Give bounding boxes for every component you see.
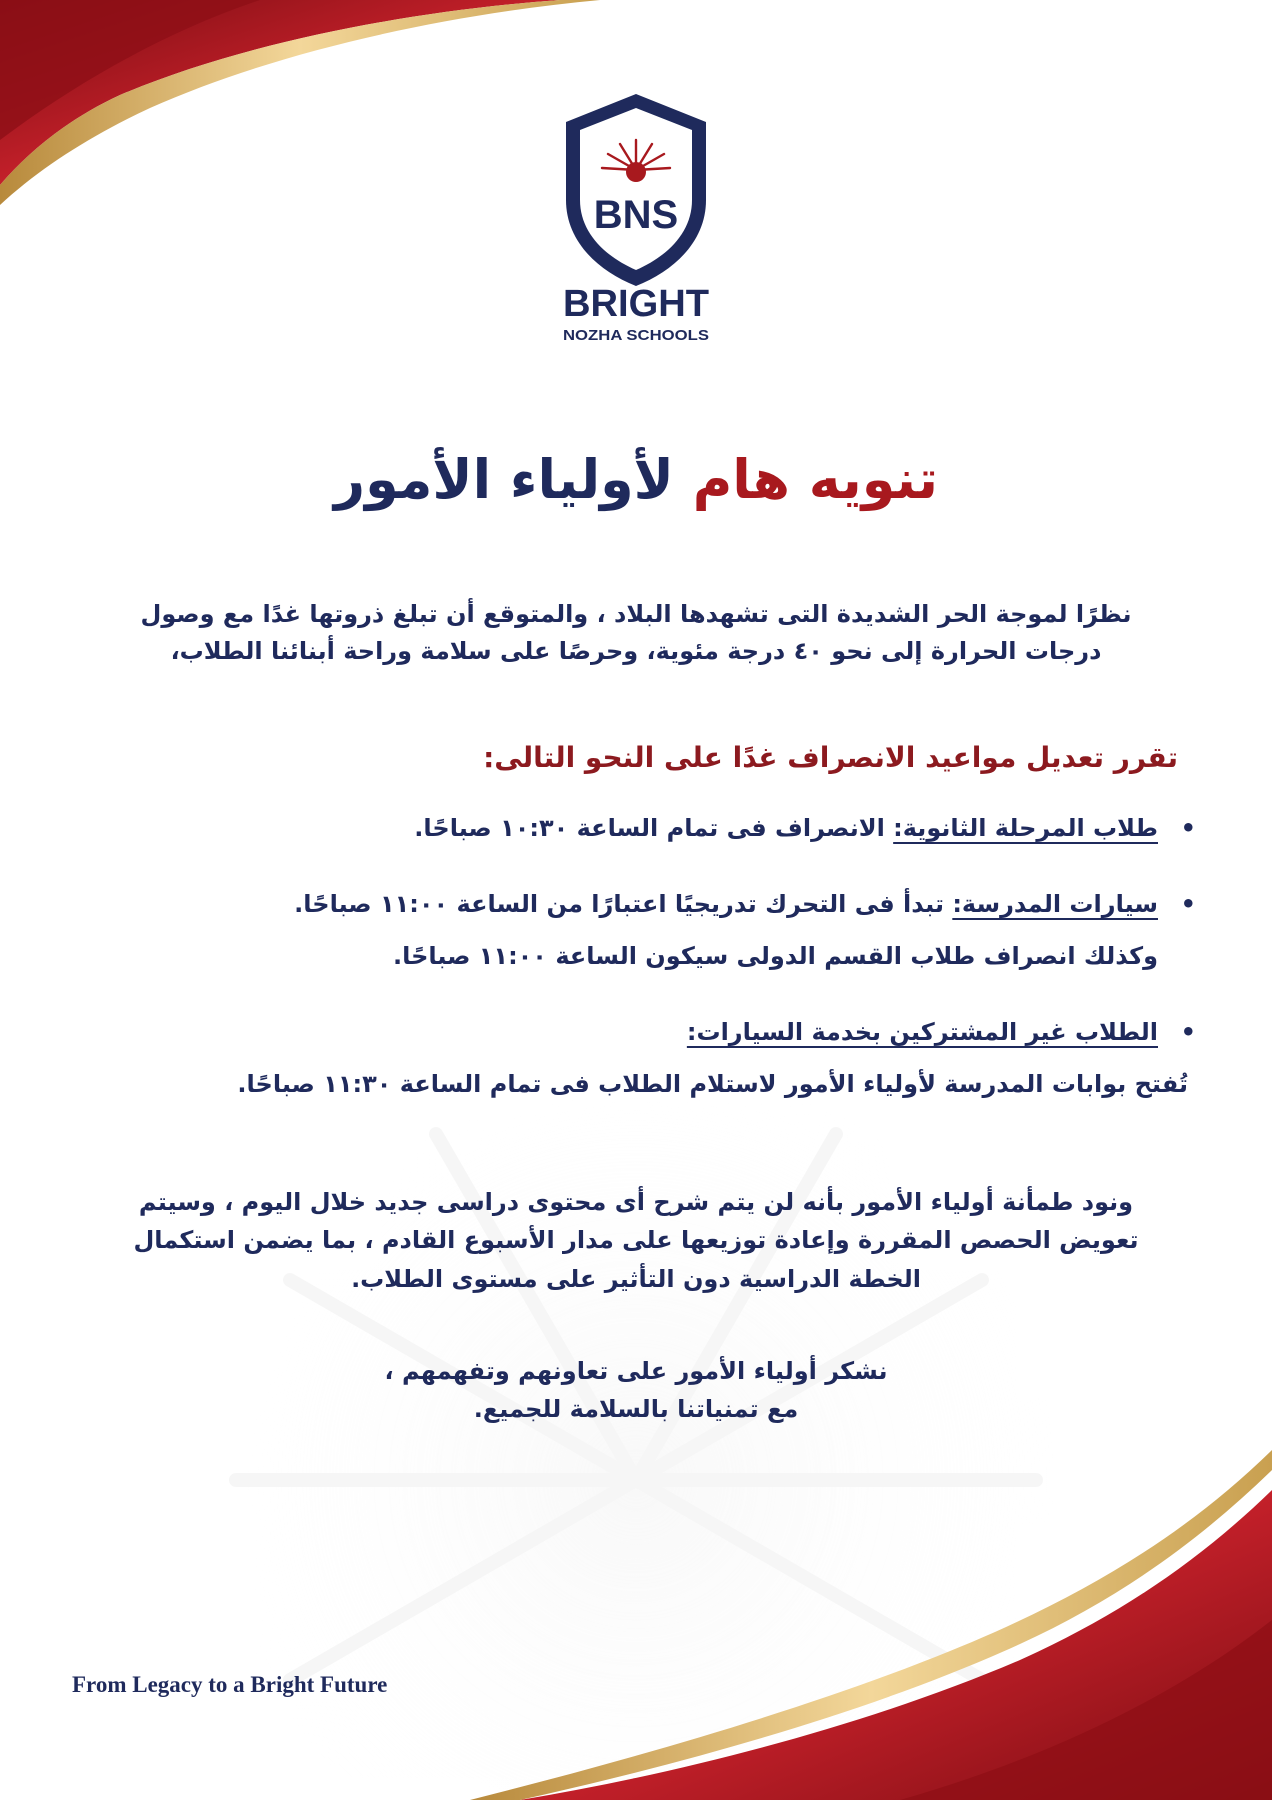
logo-brand: BRIGHT (563, 283, 709, 325)
school-slogan: From Legacy to a Bright Future (72, 1672, 388, 1697)
bullet-international-section: وكذلك انصراف طلاب القسم الدولى سيكون الساعة ١١:٠٠ صباحًا. (392, 942, 1158, 970)
school-logo (560, 90, 712, 350)
thanks-paragraph (236, 1352, 1036, 1429)
closing-line-3: الخطة الدراسية دون التأثير على مستوى الطلاب. (351, 1264, 921, 1293)
bullet-school-buses (108, 885, 1158, 923)
bullet-text: تبدأ فى التحرك تدريجيًا اعتبارًا من الساعة ١١:٠٠ صباحًا. (294, 890, 953, 918)
logo-monogram: BNS (593, 193, 679, 237)
closing-paragraph (60, 1183, 1212, 1298)
shield-logo-icon (566, 94, 706, 286)
schedule-subheading: تقرر تعديل مواعيد الانصراف غدًا على النحو التالى: (483, 741, 1178, 774)
bullet-label: الطلاب غير المشتركين بخدمة السيارات: (686, 1018, 1158, 1046)
bullet-label: طلاب المرحلة الثانوية: (893, 814, 1158, 842)
thanks-line-1: نشكر أولياء الأمور على تعاونهم وتفهمهم ، (384, 1357, 888, 1385)
bullet-non-bus-students (108, 1013, 1158, 1051)
closing-line-1: ونود طمأنة أولياء الأمور بأنه لن يتم شرح أى محتوى دراسى جديد خلال اليوم ، وسيتم (138, 1188, 1134, 1216)
intro-paragraph (60, 596, 1212, 670)
intro-line-2: درجات الحرارة إلى نحو ٤٠ درجة مئوية، وحرصًا على سلامة وراحة أبنائنا الطلاب، (170, 637, 1102, 666)
bullet-secondary-students (108, 809, 1158, 847)
closing-line-2: تعويض الحصص المقررة وإعادة توزيعها على مدار الأسبوع القادم ، بما يضمن استكمال (133, 1226, 1139, 1255)
title-main: لأولياء الأمور (334, 448, 674, 511)
bullet-text: الانصراف فى تمام الساعة ١٠:٣٠ صباحًا. (414, 814, 894, 842)
notice-title (136, 448, 1136, 513)
intro-line-1: نظرًا لموجة الحر الشديدة التى تشهدها البلاد ، والمتوقع أن تبلغ ذروتها غدًا مع وصول (140, 600, 1132, 628)
logo-sub: NOZHA SCHOOLS (563, 327, 709, 344)
bullet-gates-opening: تُفتح بوابات المدرسة لأولياء الأمور لاستلام الطلاب فى تمام الساعة ١١:٣٠ صباحًا. (237, 1070, 1188, 1098)
title-accent: تنويه هام (692, 448, 938, 511)
thanks-line-2: مع تمنياتنا بالسلامة للجميع. (473, 1395, 799, 1424)
bullet-label: سيارات المدرسة: (952, 890, 1158, 918)
